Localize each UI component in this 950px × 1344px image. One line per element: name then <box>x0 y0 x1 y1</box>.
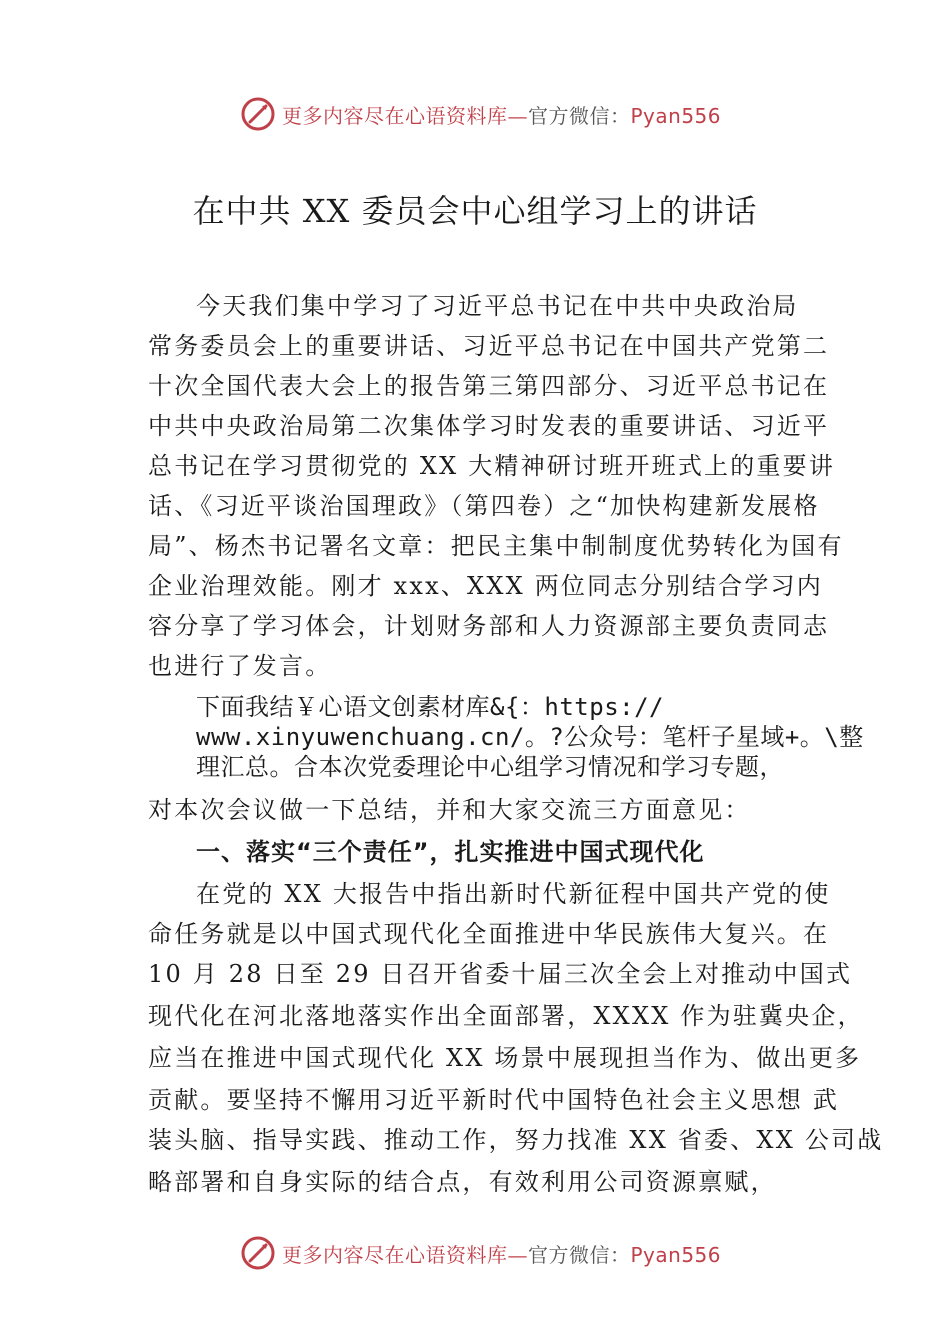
body-line: 局”、杨杰书记署名文章：把民主集中制制度优势转化为国有 <box>148 532 844 560</box>
body-line: 十次全国代表大会上的报告第三第四部分、习近平总书记在 <box>148 372 830 400</box>
body-line: 对本次会议做一下总结，并和大家交流三方面意见： <box>148 796 751 824</box>
body-line: 容分享了学习体会，计划财务部和人力资源部主要负责同志 <box>148 612 830 640</box>
body-line: 企业治理效能。刚才 xxx、XXX 两位同志分别结合学习内 <box>148 572 823 600</box>
body-line: 命任务就是以中国式现代化全面推进中华民族伟大复兴。在 <box>148 920 830 948</box>
watermark-label: 官方微信： <box>528 103 631 128</box>
brand-logo-icon <box>240 96 276 132</box>
body-line: 贡献。要坚持不懈用习近平新时代中国特色社会主义思想 武 <box>148 1086 840 1114</box>
body-line: 应当在推进中国式现代化 XX 场景中展现担当作为、做出更多 <box>148 1044 862 1072</box>
body-line: 总书记在学习贯彻党的 XX 大精神研讨班开班式上的重要讲 <box>148 452 836 480</box>
body-line: 也进行了发言。 <box>148 652 332 680</box>
watermark-header <box>240 94 740 134</box>
watermark-id: Pyan556 <box>630 103 722 128</box>
body-line: 中共中央政治局第二次集体学习时发表的重要讲话、习近平 <box>148 412 830 440</box>
body-line-mixed: 下面我结￥心语文创素材库&{：https:// <box>196 693 664 721</box>
body-line: 略部署和自身实际的结合点，有效利用公司资源禀赋， <box>148 1168 777 1196</box>
brand-logo-icon <box>240 1235 276 1271</box>
body-line: 10 月 28 日至 29 日召开省委十届三次全会上对推动中国式 <box>148 960 853 988</box>
document-title: 在中共 XX 委员会中心组学习上的讲话 <box>192 192 758 230</box>
watermark-main-text: 更多内容尽在心语资料库— <box>282 103 528 128</box>
watermark-main-text: 更多内容尽在心语资料库— <box>282 1242 528 1267</box>
body-line: 在党的 XX 大报告中指出新时代新征程中国共产党的使 <box>196 880 831 908</box>
watermark-footer <box>240 1233 740 1273</box>
body-line-mixed: 理汇总。合本次党委理论中心组学习情况和学习专题， <box>196 753 784 781</box>
section-heading: 一、落实“三个责任”，扎实推进中国式现代化 <box>196 838 705 866</box>
watermark-label: 官方微信： <box>528 1242 631 1267</box>
body-line: 今天我们集中学习了习近平总书记在中共中央政治局 <box>196 292 799 320</box>
body-line: 话、《习近平谈治国理政》（第四卷）之“加快构建新发展格 <box>148 492 820 520</box>
body-line: 装头脑、指导实践、推动工作，努力找准 XX 省委、XX 公司战 <box>148 1126 884 1154</box>
body-line-mixed: www.xinyuwenchuang.cn/。?公众号：笔杆子星域+。\整 <box>196 723 864 751</box>
watermark-id: Pyan556 <box>630 1242 722 1267</box>
body-line: 常务委员会上的重要讲话、习近平总书记在中国共产党第二 <box>148 332 830 360</box>
body-line: 现代化在河北落地落实作出全面部署，XXXX 作为驻冀央企， <box>148 1002 864 1030</box>
